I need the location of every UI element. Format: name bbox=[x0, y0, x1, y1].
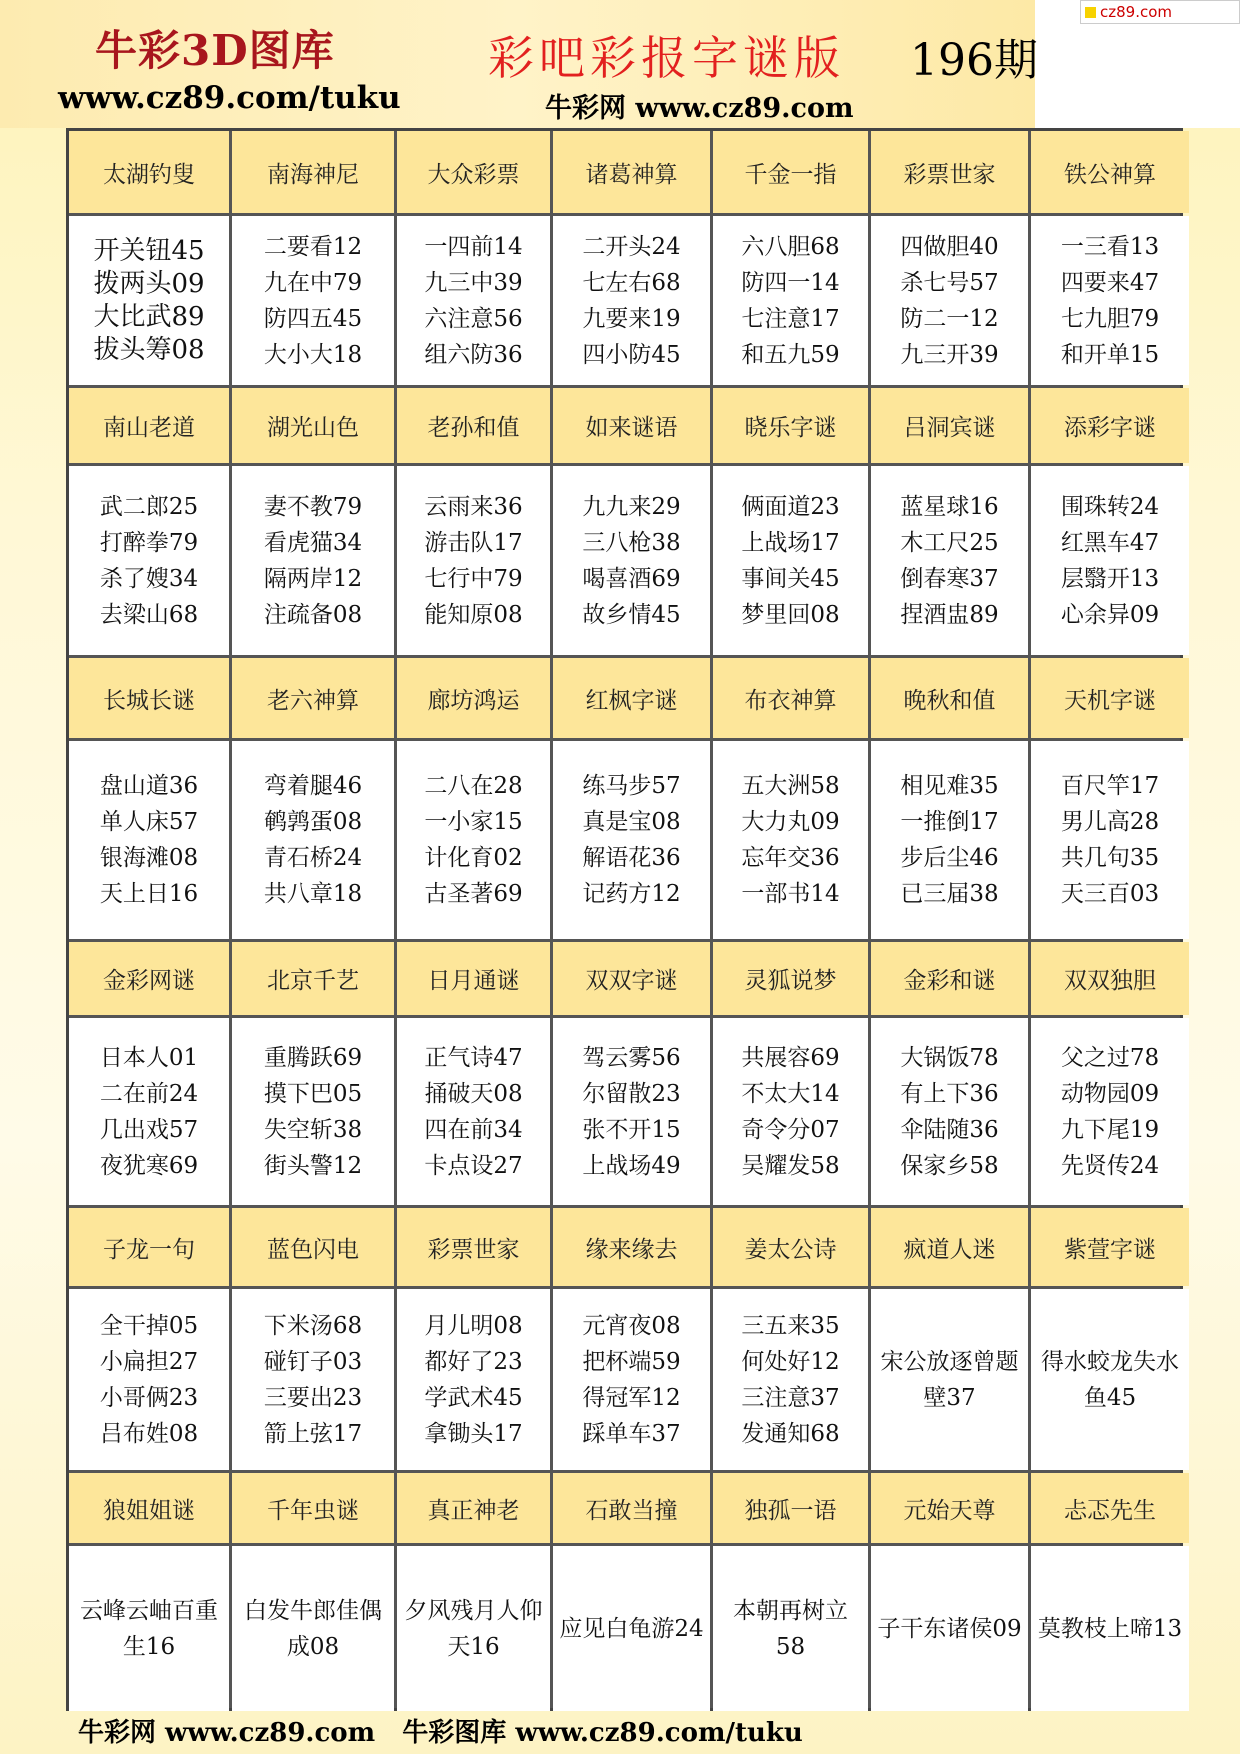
riddle-line: 吕布姓08 bbox=[99, 1420, 199, 1447]
column-header: 湖光山色 bbox=[232, 388, 394, 463]
riddle-line: 大小大18 bbox=[263, 341, 363, 368]
riddle-line: 正气诗47 bbox=[424, 1044, 523, 1071]
riddle-line: 能知原08 bbox=[424, 601, 523, 628]
riddle-line: 共八章18 bbox=[263, 881, 363, 907]
riddle-line: 七左右68 bbox=[582, 269, 681, 296]
riddle-cell bbox=[397, 1546, 550, 1711]
riddle-cell bbox=[232, 216, 394, 385]
riddle-line: 街头警12 bbox=[263, 1152, 363, 1179]
page-subtitle: 彩吧彩报字谜版 bbox=[488, 31, 845, 85]
riddle-line: 相见难35 bbox=[900, 773, 999, 799]
riddle-line: 蓝星球16 bbox=[900, 493, 999, 520]
riddle-cell bbox=[553, 1546, 710, 1711]
riddle-line: 一四前14 bbox=[424, 233, 523, 260]
riddle-line: 开关钮45 bbox=[93, 235, 205, 266]
column-header: 如来谜语 bbox=[553, 388, 710, 463]
riddle-cell bbox=[69, 1018, 229, 1205]
riddle-line: 已三届38 bbox=[900, 881, 999, 907]
riddle-line: 弯着腿46 bbox=[263, 773, 363, 799]
riddle-line: 层翳开13 bbox=[1060, 565, 1160, 592]
riddle-line: 解语花36 bbox=[582, 845, 681, 871]
riddle-cell bbox=[1031, 741, 1189, 939]
riddle-cell bbox=[553, 741, 710, 939]
riddle-line: 吴耀发58 bbox=[741, 1152, 840, 1179]
riddle-line: 几出戏57 bbox=[99, 1116, 199, 1143]
riddle-line: 一小家15 bbox=[424, 809, 523, 835]
riddle-line: 防四一14 bbox=[741, 269, 840, 296]
riddle-cell bbox=[871, 216, 1028, 385]
riddle-cell bbox=[397, 1289, 550, 1470]
riddle-line: 七行中79 bbox=[424, 565, 523, 592]
riddle-line: 四小防45 bbox=[582, 341, 681, 368]
riddle-line: 看虎猫34 bbox=[263, 529, 363, 556]
riddle-line: 子干东诸侯09 bbox=[877, 1615, 1022, 1642]
riddle-line: 六注意56 bbox=[424, 305, 523, 332]
riddle-line: 二八在28 bbox=[424, 773, 523, 799]
riddle-cell bbox=[553, 1289, 710, 1470]
riddle-line: 一推倒17 bbox=[900, 809, 999, 835]
riddle-line: 九要来19 bbox=[582, 305, 681, 332]
riddle-line: 应见白龟游24 bbox=[559, 1615, 704, 1642]
riddle-line: 红黑车47 bbox=[1060, 529, 1160, 556]
riddle-line: 三注意37 bbox=[741, 1384, 840, 1411]
riddle-line: 围珠转24 bbox=[1060, 493, 1160, 520]
column-header: 大众彩票 bbox=[397, 131, 550, 213]
riddle-line: 元宵夜08 bbox=[582, 1312, 681, 1339]
riddle-line: 六八胆68 bbox=[741, 233, 840, 260]
riddle-line: 游击队17 bbox=[424, 529, 523, 556]
riddle-line: 四要来47 bbox=[1060, 269, 1160, 296]
riddle-line: 捏酒盅89 bbox=[900, 601, 999, 628]
riddle-line: 奇令分07 bbox=[741, 1116, 840, 1143]
column-header: 天机字谜 bbox=[1031, 658, 1189, 738]
riddle-line: 云峰云岫百重生16 bbox=[80, 1597, 218, 1660]
riddle-cell bbox=[69, 1546, 229, 1711]
riddle-line: 宋公放逐曾题壁37 bbox=[880, 1348, 1019, 1411]
riddle-cell bbox=[397, 216, 550, 385]
riddle-line: 俩面道23 bbox=[741, 493, 840, 520]
riddle-line: 和五九59 bbox=[741, 341, 840, 368]
column-header: 长城长谜 bbox=[69, 658, 229, 738]
riddle-line: 杀七号57 bbox=[900, 269, 999, 296]
riddle-line: 伞陆随36 bbox=[900, 1116, 999, 1143]
riddle-line: 一三看13 bbox=[1060, 233, 1160, 260]
riddle-line: 拿锄头17 bbox=[424, 1420, 523, 1447]
riddle-line: 学武术45 bbox=[424, 1384, 523, 1411]
column-header: 彩票世家 bbox=[871, 131, 1028, 213]
riddle-line: 单人床57 bbox=[99, 809, 199, 835]
riddle-line: 三要出23 bbox=[263, 1384, 363, 1411]
riddle-line: 都好了23 bbox=[424, 1348, 523, 1375]
riddle-line: 白发牛郎佳偶成08 bbox=[244, 1597, 382, 1660]
riddle-line: 练马步57 bbox=[582, 773, 681, 799]
riddle-cell bbox=[69, 216, 229, 385]
riddle-line: 小哥俩23 bbox=[99, 1384, 199, 1411]
riddle-line: 故乡情45 bbox=[582, 601, 681, 628]
riddle-line: 记药方12 bbox=[582, 881, 681, 907]
riddle-line: 夕风残月人仰天16 bbox=[404, 1597, 543, 1660]
column-header: 红枫字谜 bbox=[553, 658, 710, 738]
column-header: 廊坊鸿运 bbox=[397, 658, 550, 738]
riddle-line: 小扁担27 bbox=[99, 1348, 199, 1375]
riddle-cell bbox=[713, 466, 868, 655]
riddle-line: 尔留散23 bbox=[582, 1080, 681, 1107]
riddle-line: 四做胆40 bbox=[900, 233, 999, 260]
riddle-line: 男儿高28 bbox=[1060, 809, 1160, 835]
riddle-line: 大锅饭78 bbox=[900, 1044, 999, 1071]
riddle-cell bbox=[397, 741, 550, 939]
header-url[interactable]: www.cz89.com/tuku bbox=[58, 80, 401, 116]
riddle-line: 三八枪38 bbox=[582, 529, 681, 556]
riddle-line: 百尺竿17 bbox=[1060, 773, 1160, 799]
riddle-table bbox=[66, 128, 1183, 1711]
column-header: 晚秋和值 bbox=[871, 658, 1028, 738]
riddle-line: 四在前34 bbox=[424, 1116, 523, 1143]
riddle-line: 七注意17 bbox=[741, 305, 840, 332]
riddle-line: 心余异09 bbox=[1060, 601, 1160, 628]
riddle-line: 下米汤68 bbox=[263, 1312, 363, 1339]
column-header: 吕洞宾谜 bbox=[871, 388, 1028, 463]
riddle-cell bbox=[713, 216, 868, 385]
column-header: 南山老道 bbox=[69, 388, 229, 463]
riddle-line: 先贤传24 bbox=[1060, 1152, 1160, 1179]
riddle-line: 踩单车37 bbox=[582, 1420, 681, 1447]
riddle-line: 鹌鹑蛋08 bbox=[263, 809, 363, 835]
riddle-line: 去梁山68 bbox=[99, 601, 199, 628]
riddle-line: 梦里回08 bbox=[741, 601, 840, 628]
column-header: 姜太公诗 bbox=[713, 1208, 868, 1286]
riddle-line: 夜犹寒69 bbox=[99, 1152, 199, 1179]
riddle-line: 组六防36 bbox=[424, 341, 523, 368]
riddle-line: 得冠军12 bbox=[582, 1384, 681, 1411]
riddle-line: 九下尾19 bbox=[1060, 1116, 1160, 1143]
riddle-line: 本朝再树立58 bbox=[733, 1597, 848, 1660]
riddle-cell bbox=[713, 1546, 868, 1711]
riddle-line: 九三中39 bbox=[424, 269, 523, 296]
riddle-line: 月儿明08 bbox=[424, 1312, 523, 1339]
column-header: 双双独胆 bbox=[1031, 942, 1189, 1015]
riddle-line: 妻不教79 bbox=[263, 493, 363, 520]
badge-square-icon bbox=[1085, 7, 1096, 18]
riddle-line: 云雨来36 bbox=[424, 493, 523, 520]
riddle-line: 莫教枝上啼13 bbox=[1037, 1615, 1183, 1642]
riddle-line: 失空斩38 bbox=[263, 1116, 363, 1143]
riddle-line: 喝喜酒69 bbox=[582, 565, 681, 592]
riddle-line: 注疏备08 bbox=[263, 601, 363, 628]
column-header: 老孙和值 bbox=[397, 388, 550, 463]
riddle-line: 卡点设27 bbox=[424, 1152, 523, 1179]
riddle-line: 九在中79 bbox=[263, 269, 363, 296]
riddle-line: 真是宝08 bbox=[582, 809, 681, 835]
riddle-line: 发通知68 bbox=[741, 1420, 840, 1447]
riddle-cell bbox=[232, 1289, 394, 1470]
riddle-cell bbox=[553, 216, 710, 385]
riddle-line: 古圣著69 bbox=[424, 881, 523, 907]
badge-text: cz89.com bbox=[1100, 3, 1173, 21]
riddle-line: 得水蛟龙失水鱼45 bbox=[1041, 1348, 1179, 1411]
riddle-cell bbox=[69, 741, 229, 939]
riddle-cell bbox=[871, 1546, 1028, 1711]
riddle-cell bbox=[1031, 1546, 1189, 1711]
riddle-line: 保家乡58 bbox=[900, 1152, 999, 1179]
riddle-cell bbox=[1031, 466, 1189, 655]
column-header: 忐忑先生 bbox=[1031, 1473, 1189, 1543]
riddle-line: 何处好12 bbox=[741, 1348, 840, 1375]
riddle-cell bbox=[553, 1018, 710, 1205]
column-header: 太湖钓叟 bbox=[69, 131, 229, 213]
riddle-cell bbox=[553, 466, 710, 655]
riddle-cell bbox=[871, 1018, 1028, 1205]
riddle-cell bbox=[232, 741, 394, 939]
riddle-line: 武二郎25 bbox=[99, 493, 199, 520]
riddle-cell bbox=[1031, 1289, 1189, 1470]
riddle-line: 隔两岸12 bbox=[263, 565, 363, 592]
riddle-line: 有上下36 bbox=[900, 1080, 999, 1107]
riddle-line: 日本人01 bbox=[99, 1044, 199, 1071]
column-header: 千金一指 bbox=[713, 131, 868, 213]
riddle-cell bbox=[69, 1289, 229, 1470]
riddle-line: 事间关45 bbox=[741, 565, 840, 592]
column-header: 灵狐说梦 bbox=[713, 942, 868, 1015]
riddle-line: 共几句35 bbox=[1060, 845, 1160, 871]
riddle-line: 九九来29 bbox=[582, 493, 681, 520]
riddle-cell bbox=[713, 741, 868, 939]
riddle-line: 拔头筹08 bbox=[93, 334, 205, 365]
column-header: 狼姐姐谜 bbox=[69, 1473, 229, 1543]
header-site[interactable]: 牛彩网 www.cz89.com bbox=[545, 93, 854, 124]
riddle-line: 青石桥24 bbox=[263, 845, 363, 871]
riddle-line: 不太大14 bbox=[741, 1080, 840, 1107]
column-header: 石敢当撞 bbox=[553, 1473, 710, 1543]
riddle-line: 防二一12 bbox=[900, 305, 999, 332]
riddle-line: 木工尺25 bbox=[900, 529, 999, 556]
column-header: 紫萱字谜 bbox=[1031, 1208, 1189, 1286]
riddle-cell bbox=[713, 1018, 868, 1205]
page-title: 牛彩3D图库 bbox=[95, 26, 335, 75]
footer-text: 牛彩网 www.cz89.com 牛彩图库 www.cz89.com/tuku bbox=[78, 1718, 803, 1748]
riddle-line: 五大洲58 bbox=[741, 773, 840, 799]
riddle-line: 计化育02 bbox=[424, 845, 523, 871]
column-header: 布衣神算 bbox=[713, 658, 868, 738]
column-header: 南海神尼 bbox=[232, 131, 394, 213]
riddle-cell bbox=[1031, 1018, 1189, 1205]
riddle-line: 九三开39 bbox=[900, 341, 999, 368]
riddle-line: 父之过78 bbox=[1060, 1044, 1160, 1071]
column-header: 缘来缘去 bbox=[553, 1208, 710, 1286]
column-header: 彩票世家 bbox=[397, 1208, 550, 1286]
riddle-cell bbox=[397, 1018, 550, 1205]
riddle-cell bbox=[871, 466, 1028, 655]
column-header: 千年虫谜 bbox=[232, 1473, 394, 1543]
riddle-line: 拨两头09 bbox=[93, 268, 205, 299]
riddle-line: 把杯端59 bbox=[582, 1348, 681, 1375]
site-badge[interactable] bbox=[1080, 0, 1240, 24]
riddle-cell bbox=[871, 741, 1028, 939]
column-header: 金彩网谜 bbox=[69, 942, 229, 1015]
riddle-line: 倒春寒37 bbox=[900, 565, 999, 592]
column-header: 日月通谜 bbox=[397, 942, 550, 1015]
riddle-line: 三五来35 bbox=[741, 1312, 840, 1339]
column-header: 添彩字谜 bbox=[1031, 388, 1189, 463]
riddle-line: 盘山道36 bbox=[99, 773, 199, 799]
riddle-line: 全干掉05 bbox=[99, 1312, 199, 1339]
riddle-line: 重腾跃69 bbox=[263, 1044, 363, 1071]
riddle-cell bbox=[232, 466, 394, 655]
column-header: 老六神算 bbox=[232, 658, 394, 738]
column-header: 子龙一句 bbox=[69, 1208, 229, 1286]
riddle-line: 二要看12 bbox=[263, 233, 363, 260]
riddle-line: 银海滩08 bbox=[99, 845, 199, 871]
riddle-cell bbox=[232, 1546, 394, 1711]
column-header: 双双字谜 bbox=[553, 942, 710, 1015]
riddle-line: 天三百03 bbox=[1060, 881, 1160, 907]
column-header: 诸葛神算 bbox=[553, 131, 710, 213]
riddle-line: 和开单15 bbox=[1060, 341, 1160, 368]
riddle-line: 步后尘46 bbox=[900, 845, 999, 871]
riddle-line: 上战场49 bbox=[582, 1152, 681, 1179]
riddle-cell bbox=[232, 1018, 394, 1205]
riddle-cell bbox=[871, 1289, 1028, 1470]
riddle-line: 摸下巴05 bbox=[263, 1080, 363, 1107]
column-header: 真正神老 bbox=[397, 1473, 550, 1543]
riddle-cell bbox=[69, 466, 229, 655]
riddle-line: 大比武89 bbox=[93, 301, 205, 332]
riddle-line: 张不开15 bbox=[582, 1116, 681, 1143]
riddle-line: 大力丸09 bbox=[741, 809, 840, 835]
riddle-line: 捅破天08 bbox=[424, 1080, 523, 1107]
riddle-line: 上战场17 bbox=[741, 529, 840, 556]
riddle-cell bbox=[1031, 216, 1189, 385]
column-header: 蓝色闪电 bbox=[232, 1208, 394, 1286]
riddle-line: 忘年交36 bbox=[741, 845, 840, 871]
riddle-line: 二开头24 bbox=[582, 233, 681, 260]
riddle-line: 二在前24 bbox=[99, 1080, 199, 1107]
riddle-line: 共展容69 bbox=[741, 1044, 840, 1071]
riddle-cell bbox=[713, 1289, 868, 1470]
riddle-line: 碰钉子03 bbox=[263, 1348, 363, 1375]
riddle-line: 打醉拳79 bbox=[99, 529, 199, 556]
column-header: 元始天尊 bbox=[871, 1473, 1028, 1543]
riddle-cell bbox=[397, 466, 550, 655]
riddle-line: 七九胆79 bbox=[1060, 305, 1160, 332]
column-header: 北京千艺 bbox=[232, 942, 394, 1015]
riddle-line: 防四五45 bbox=[263, 305, 363, 332]
column-header: 金彩和谜 bbox=[871, 942, 1028, 1015]
riddle-line: 天上日16 bbox=[99, 881, 199, 907]
riddle-line: 杀了嫂34 bbox=[99, 565, 199, 592]
column-header: 独孤一语 bbox=[713, 1473, 868, 1543]
column-header: 晓乐字谜 bbox=[713, 388, 868, 463]
riddle-line: 箭上弦17 bbox=[263, 1420, 363, 1447]
riddle-line: 一部书14 bbox=[741, 881, 840, 907]
column-header: 铁公神算 bbox=[1031, 131, 1189, 213]
issue-number: 196期 bbox=[910, 35, 1038, 86]
column-header: 疯道人迷 bbox=[871, 1208, 1028, 1286]
riddle-line: 动物园09 bbox=[1060, 1080, 1160, 1107]
riddle-line: 驾云雾56 bbox=[582, 1044, 681, 1071]
